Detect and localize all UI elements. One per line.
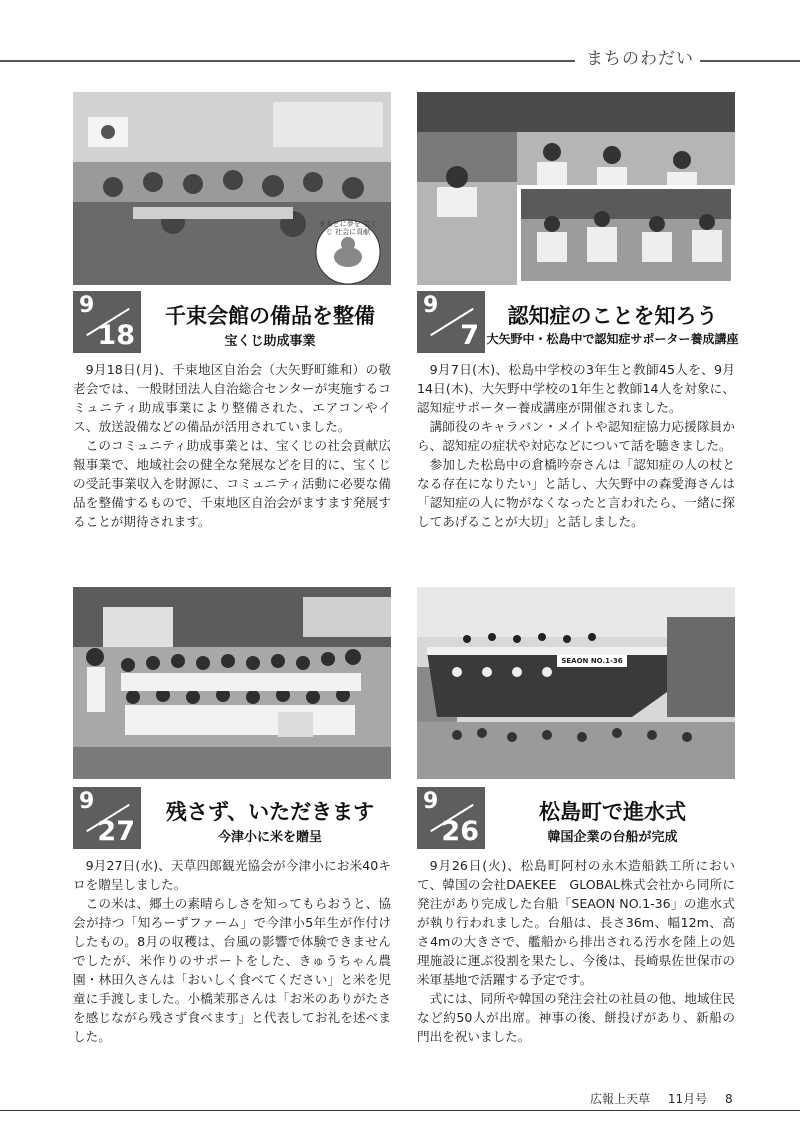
article-body bbox=[417, 856, 735, 1046]
page-number: 8 bbox=[724, 1092, 733, 1106]
date-month: 9 bbox=[79, 293, 95, 318]
date-day: 7 bbox=[460, 320, 479, 351]
article-body bbox=[73, 856, 391, 1046]
takarakuji-logo-text: まちとに夢を 宝くじ 社会に貢献 bbox=[318, 220, 378, 236]
article-paragraph: この米は、郷土の素晴らしさを知ってもらおうと、協会が持つ「知ろーずファーム」で今津小5年生が作付けしたもの。8月の収穫は、台風の影響で体験できませんでしたが、米作りのサポートをした、きゅうちゃん農園・林田久さんは「おいしく食べてください」と米を児童に手渡しました。小橋茉那さんは「お米のありがたさを感じながら残さず食べます」と代表してお礼を述べました。 bbox=[73, 896, 391, 1044]
date-day: 27 bbox=[97, 816, 135, 847]
date-day: 26 bbox=[441, 816, 479, 847]
article-subtitle: 大矢野中・松島中で認知症サポーター養成講座 bbox=[486, 332, 739, 346]
article-body bbox=[73, 360, 391, 531]
date-month: 9 bbox=[423, 293, 439, 318]
date-badge bbox=[417, 291, 485, 353]
photo-dementia-class bbox=[417, 92, 735, 285]
article-paragraph: 9月26日(火)、松島町阿村の永木造船鉄工所において、韓国の会社DAEKEE GLOBAL株式会社から同所に発注があり完成した台船「SEAON NO.1-36」の進水式が執り行われました。台船は、長さ36m、幅12m、高さ4mの大きさで、艦船から排出される汚水を陸上の処理施設に運ぶ役割を果たし、今後は、長崎県佐世保市の米軍基地で活躍する予定です。 bbox=[417, 858, 735, 987]
date-month: 9 bbox=[423, 789, 439, 814]
article-body bbox=[417, 360, 735, 531]
article-paragraph: 9月18日(月)、千束地区自治会（大矢野町維和）の敬老会では、一般財団法人自治総合センターが実施するコミュニティ助成事業により整備された、エアコンやイス、放送設備などの備品が活用されていました。 bbox=[73, 362, 391, 434]
article-paragraph: 参加した松島中の倉橋吟奈さんは「認知症の人の杖となる存在になりたい」と話し、大矢野中の森愛海さんは「認知症の人に物がなくなったと言われたら、一緒に探してあげることが大切」と話しました。 bbox=[417, 457, 735, 529]
article-title: 松島町で進水式 bbox=[539, 800, 686, 824]
date-badge bbox=[73, 787, 141, 849]
date-month: 9 bbox=[79, 789, 95, 814]
article-title: 千束会館の備品を整備 bbox=[165, 304, 375, 328]
date-day: 18 bbox=[97, 320, 135, 351]
page-footer bbox=[590, 1090, 747, 1107]
footer-rule bbox=[0, 1110, 800, 1111]
header-rule-right bbox=[700, 60, 800, 62]
section-title: まちのわだい bbox=[586, 49, 694, 69]
article-paragraph: このコミュニティ助成事業とは、宝くじの社会貢献広報事業で、地域社会の健全な発展などを目的に、宝くじの受託事業収入を財源に、コミュニティ活動に必要な備品を整備するもので、千束地区自治会がますます発展することが期待されます。 bbox=[73, 438, 391, 529]
ship-name-label: SEAON NO.1-36 bbox=[561, 657, 623, 665]
photo-rice-presentation bbox=[73, 587, 391, 779]
article-title: 残さず、いただきます bbox=[165, 800, 375, 824]
article-subtitle: 韓国企業の台船が完成 bbox=[547, 830, 678, 845]
article-paragraph: 9月7日(木)、松島中学校の3年生と教師45人を、9月14日(木)、大矢野中学校の1年生と教師14人を対象に、認知症サポーター養成講座が開催されました。 bbox=[417, 362, 735, 415]
article-subtitle: 宝くじ助成事業 bbox=[224, 334, 316, 349]
article-paragraph: 講師役のキャラバン・メイトや認知症協力応援隊員から、認知症の症状や対応などについて話を聴きました。 bbox=[417, 419, 735, 453]
issue-label: 11月号 bbox=[667, 1092, 708, 1106]
article-subtitle: 今津小に米を贈呈 bbox=[217, 830, 322, 845]
date-badge bbox=[417, 787, 485, 849]
date-badge bbox=[73, 291, 141, 353]
publication-name: 広報上天草 bbox=[590, 1092, 651, 1106]
article-title: 認知症のことを知ろう bbox=[507, 304, 718, 328]
article-paragraph: 9月27日(水)、天草四郎観光協会が今津小にお米40キロを贈呈しました。 bbox=[73, 858, 391, 892]
photo-senzoku-hall bbox=[73, 92, 391, 285]
article-paragraph: 式には、同所や韓国の発注会社の社員の他、地域住民など約50人が出席。神事の後、餅投げがあり、新船の門出を祝いました。 bbox=[417, 991, 735, 1044]
header-rule bbox=[0, 60, 575, 62]
photo-ship-launch bbox=[417, 587, 735, 779]
